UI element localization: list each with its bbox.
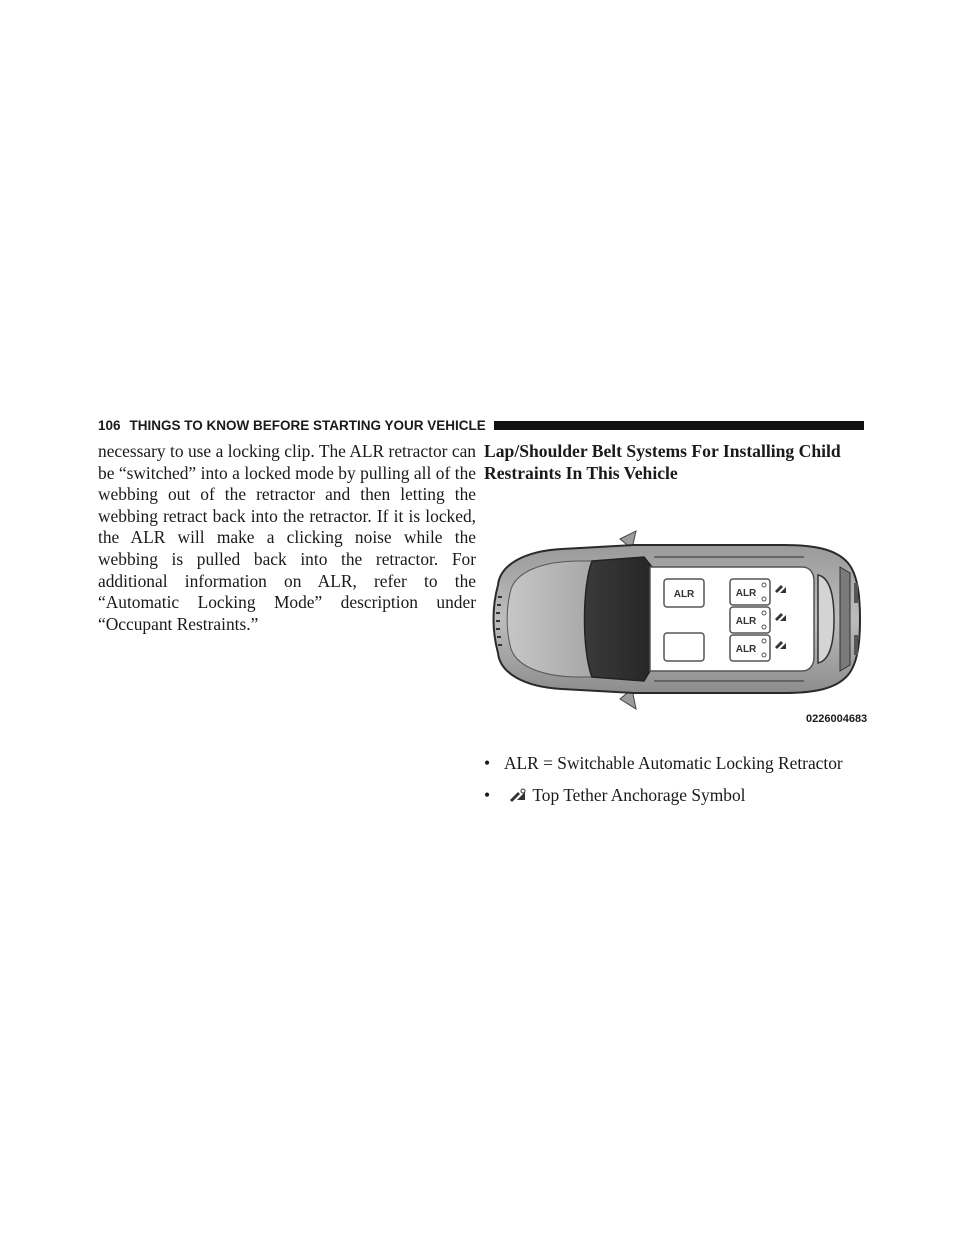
- rear-seat-right: [730, 579, 770, 605]
- body-paragraph: necessary to use a locking clip. The ALR retractor can be “switched” into a locked mode by pulling all of the webbing out of the retractor and then letting the webbing retract back into the retractor. If it is locked, the ALR will make a clicking noise while the webbing is pulled back into the retractor. For additional information on ALR, refer to the “Automatic Locking Mode” description under “Occupant Restraints.”: [98, 441, 476, 634]
- svg-text:ALR: ALR: [735, 616, 757, 627]
- seat-label: ALR: [673, 589, 695, 600]
- page-number: 106: [98, 417, 121, 433]
- bullet: •: [484, 753, 491, 773]
- vehicle-top-view-illustration: [484, 527, 866, 733]
- rear-seat-left: [730, 635, 770, 661]
- svg-text:ALR: ALR: [735, 588, 757, 599]
- seat-driver: [664, 633, 704, 661]
- hood: [507, 561, 592, 677]
- running-head-title: THINGS TO KNOW BEFORE STARTING YOUR VEHICLE: [129, 417, 486, 433]
- legend-item-tether-text: Top Tether Anchorage Symbol: [532, 785, 746, 805]
- legend-item-alr-text: ALR = Switchable Automatic Locking Retractor: [504, 753, 843, 773]
- vehicle-seating-figure: [484, 527, 866, 733]
- legend-item-tether: [484, 785, 864, 806]
- rear-seat-center: [730, 607, 770, 633]
- legend-item-alr: [484, 753, 864, 774]
- bullet: •: [484, 785, 491, 805]
- running-header: [98, 417, 864, 433]
- windshield: [585, 557, 653, 681]
- svg-text:ALR: ALR: [735, 644, 757, 655]
- header-rule: [494, 421, 864, 430]
- section-heading: Lap/Shoulder Belt Systems For Installing Child Restraints In This Vehicle: [484, 441, 841, 483]
- top-tether-anchorage-icon: [508, 788, 528, 802]
- figure-code: 0226004683: [806, 713, 868, 725]
